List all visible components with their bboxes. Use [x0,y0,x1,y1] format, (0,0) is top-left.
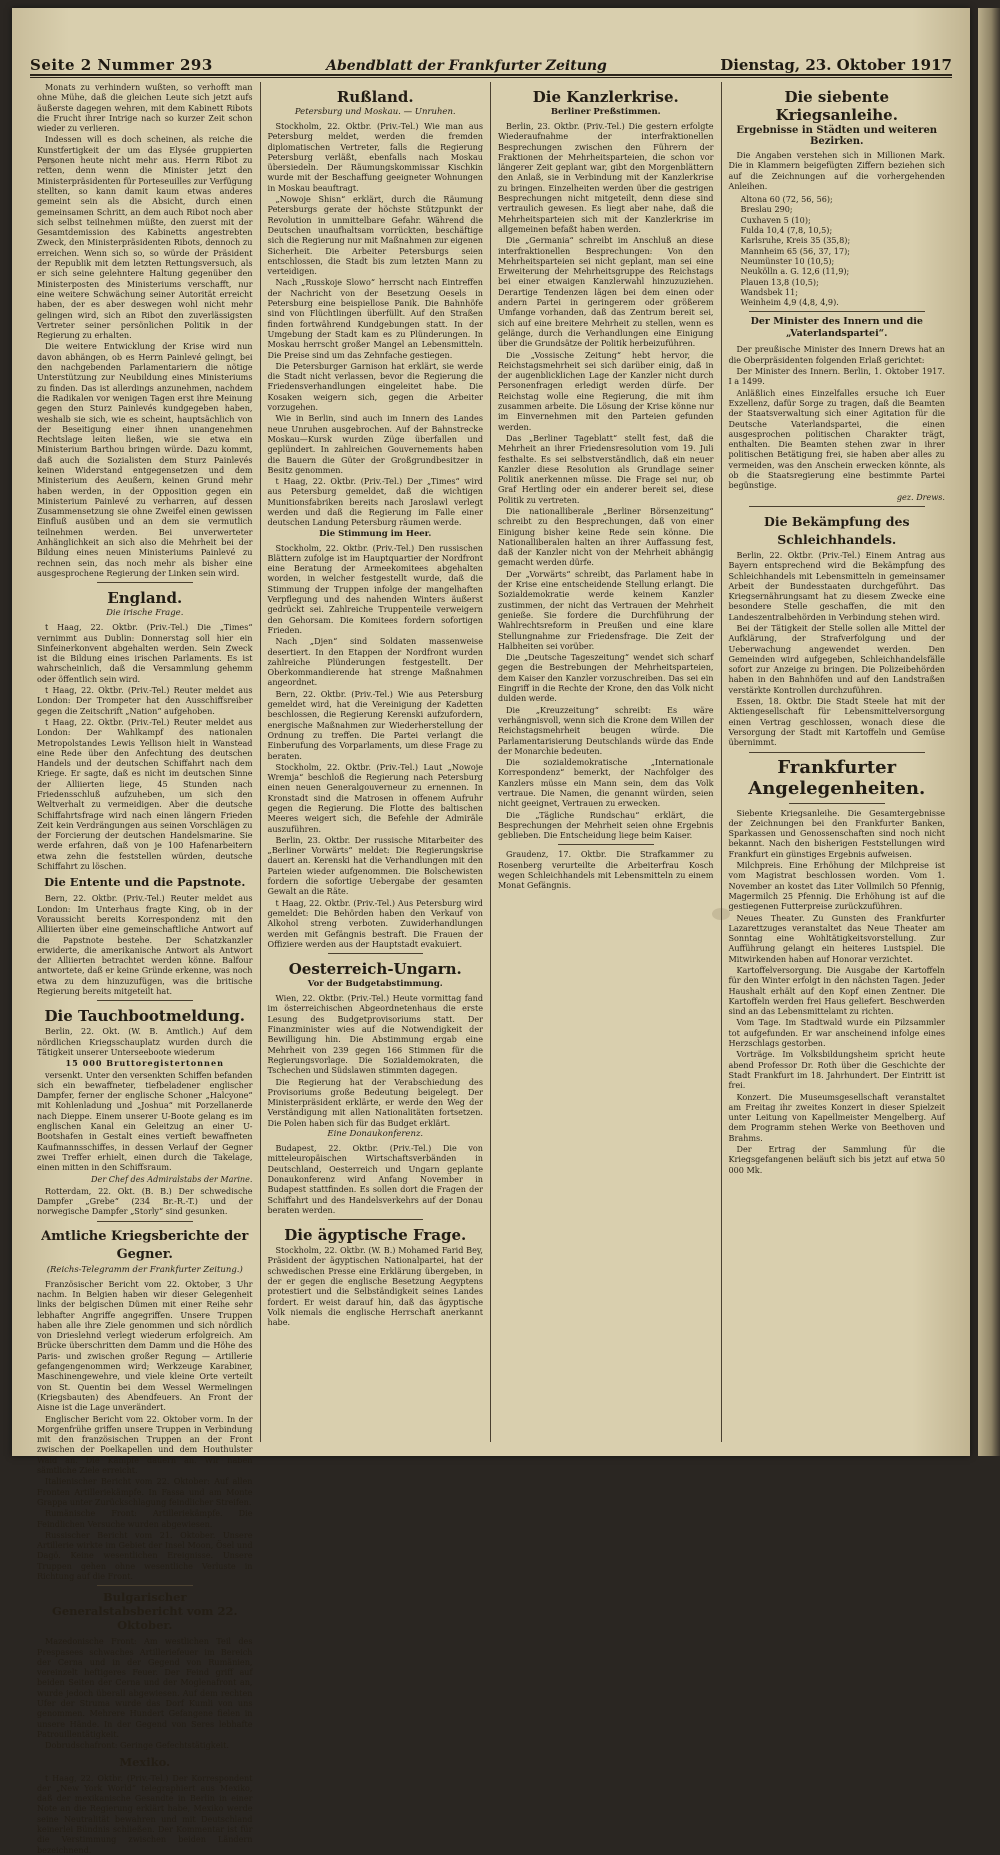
article-paragraph: Die Angaben verstehen sich in Millionen Mark. Die in Klammern beigefügten Ziffern beziehen sich auf die Zeichnungen auf die vorhergehenden Anleihen. [728,150,945,191]
list-item: Plauen 13,8 (10,5); [740,276,819,287]
section-subheading: Vor der Budgetabstimmung. [307,979,443,990]
article-paragraph: Stockholm, 22. Oktbr. (Priv.-Tel.) Laut „Nowoje Wremja“ beschloß die Regierung nach Petersburg einen neuen Generalgouverneur zu ernennen. In Kronstadt sind die Matrosen in offenem Aufruhr gegen die Regierung. Die Flotte des baltischen Meeres weigert sich, die Befehle der Admiräle auszuführen. [267,761,483,834]
article-paragraph: Konzert. Die Museumsgesellschaft veranstaltet am Freitag ihr zweites Konzert in dieser Spielzeit unter Leitung von Kapellmeister Mengelberg. Auf dem Programm stehen Werke von Beethoven und Brahms. [728,1091,945,1143]
list-item: Wandsbek 11; [740,286,798,297]
article-paragraph: Mazedonische Front: Am westlichen Teil des Prespasees schwaches Artilleriefeuer im Bereich der Cerna und in der Gegend von Rumänien, vereinzelt heftigeres Feuer. Der Feind griff auf beiden Seiten der Cerna und der Moglenafront an, wurde jedoch überall abgewiesen. Auf dem rechten Ufer der Struma wurde das Dorf Kumli von uns genommen. Mehrere Hundert Gefangene fielen in unsere Hände. In der Gegend von Seres lebhafte Patrouillentätigkeit. [37,1636,253,1739]
section-divider [97,1221,193,1222]
section-subheading: Berliner Preßstimmen. [550,107,661,117]
section-divider [328,1219,424,1220]
section-subheading: Die Stimmung im Heer. [319,528,432,539]
section-divider [749,752,926,753]
article-paragraph: Rotterdam, 22. Okt. (B. B.) Der schwedische Dampfer „Grebe“ (234 Br.-R.-T.) und der norwegische Dampfer „Storly“ sind gesunken. [37,1185,253,1217]
article-paragraph: „Nowoje Shisn“ erklärt, durch die Räumung Petersburgs gerate der höchste Stützpunkt der Revolution in unmittelbare Gefahr. Während die Deutschen unaufhaltsam vorrückten, beschäftige sich die Regierung nur mit Maßnahmen zur eigenen Sicherheit. Die Arbeiter Petersburgs seien entschlossen, die Stadt bis zum letzten Mann zu verteidigen. [267,194,483,277]
section-heading-entente: Die Entente und die Papstnote. [44,875,246,890]
issue-date: Dienstag, 23. Oktober 1917 [720,56,952,74]
section-heading-frankfurt: Frankfurter Angelegenheiten. [748,756,926,799]
section-heading-uboot: Die Tauchbootmeldung. [44,1007,245,1026]
list-item: Fulda 10,4 (7,8, 10,5); [740,225,833,236]
section-heading-minister: Der Minister des Innern und die „Vaterlandspartei“. [750,316,923,340]
column-1 [30,82,261,1855]
subscription-results-list [741,194,946,307]
article-paragraph: Monats zu verhindern wußten, so verhofft man ohne Mühe, daß die gleichen Leute sich jetzt aufs äußerste dagegen wehren, mit dem Kabinett Ribots die Frucht ihrer Intrige nach so kurzer Zeit schon wieder zu verlieren. [37,82,253,134]
list-item: Breslau 290; [740,204,793,215]
article-paragraph: Der Minister des Innern. Berlin, 1. Oktober 1917. I a 1499. [728,366,945,387]
article-paragraph: Nach „Djen“ sind Soldaten massenweise desertiert. In den Etappen der Nordfront wurden zahlreiche Plünderungen festgestellt. Der Oberkommandierende hat strenge Maßnahmen angeordnet. [267,636,483,688]
list-item: Weinheim 4,9 (4,8, 4,9). [740,297,839,308]
article-paragraph: Milchpreis. Eine Erhöhung der Milchpreise ist vom Magistrat beschlossen worden. Vom 1. November an kostet das Liter Vollmilch 50 Pfennig, Magermilch 25 Pfennig. Die Erhöhung ist auf die gestiegenen Futterpreise zurückzuführen. [728,860,945,912]
section-subheading: Petersburg und Moskau. — Unruhen. [294,107,456,117]
section-subheading: Ergebnisse in Städten und weiteren Bezirken. [736,125,938,147]
article-paragraph: Stockholm, 22. Oktbr. (Priv.-Tel.) Den russischen Blättern zufolge ist im Hauptquartier der Nordfront eine Beratung der Armeekomitees abgehalten worden, in welcher festgestellt wurde, daß die Stimmung der Truppen infolge der mangelhaften Verpflegung und des nahenden Winters äußerst gedrückt sei. Zahlreiche Truppenteile verweigern den Gehorsam. Die Komitees fordern sofortigen Frieden. [267,542,483,635]
column-4 [722,82,953,1442]
section-subheading: Eine Donaukonferenz. [327,1129,424,1140]
article-paragraph: Die „Kreuzzeitung“ schreibt: Es wäre verhängnisvoll, wenn sich die Krone dem Willen der Reichstagsmehrheit beugen würde. Die Parlamentarisierung Deutschlands würde das Ende der Monarchie bedeuten. [498,704,714,756]
article-paragraph: Graudenz, 17. Oktbr. Die Strafkammer zu Rosenberg verurteilte die Arbeiterfrau Kosch wegen Schleichhandels mit Lebensmitteln zu einem Monat Gefängnis. [498,849,714,891]
newspaper-page [12,8,970,1855]
section-heading-kanzlerkrise: Die Kanzlerkrise. [532,88,679,106]
article-paragraph: t Haag, 22. Oktbr. (Priv.-Tel.) Der „Times“ wird aus Petersburg gemeldet, daß die wichtigen Munitionsfabriken bereits nach Jaroslawl verlegt werden und daß die Regierung im Falle einer deutschen Landung Petersburg räumen werde. [267,476,483,528]
section-divider [97,1585,193,1586]
article-paragraph: Indessen will es doch scheinen, als reiche die Kunstfertigkeit der um das Elysée gruppierten Personen heute nicht mehr aus. Herrn Ribot zu retten, denn wenn die Minister jetzt den Ministerpräsidenten für Porteseuilles zur Verfügung stellten, so kann damit kaum etwas anderes gemeint sein als die Absicht, durch einen gemeinsamen Schritt, an dem auch Ribot noch aber sich selbst teilnehmen müßte, den zuerst mit der Gesamtdemission des Kabinetts angestrebten Zweck, den Ministerpräsidenten Ribots, dennoch zu erreichen. Wenn sich so, so würde der Präsident der Republik mit dem letzten Rettungsversuch, als er sich seine gelehntere Haltung gegenüber den Ministerposten des Ministeriums verschafft, nur eine weitere Schwächung seiner Autorität erreicht haben, der es aber deswegen wohl nicht mehr gelingen wird, sich an Ribot den zuverlässigsten Vertreter seiner persönlichen Politik in der Regierung zu erhalten. [37,134,253,341]
article-paragraph: Die „Germania“ schreibt im Anschluß an diese interfraktionellen Besprechungen: Von den Mehrheitsparteien sei nicht geplant, man sei eine Erweiterung der Mehrheitsgruppe des Reichstags bei einer etwaigen Kanzlerwahl hinzuzuziehen. Derartige Tendenzen lägen bei dem einen oder andern Partei in geringerem oder größerem Umfange vorhanden, daß das Zentrum bereit sei, sich auf eine breitere Mehrheit zu stellen, wenn es gelänge, durch die Verhandlungen eine Einigung über die Grundsätze der Politik herbeizuführen. [498,235,714,349]
article-paragraph: Die „Vossische Zeitung“ hebt hervor, die Reichstagsmehrheit sei sich darüber einig, daß in der augenblicklichen Lage der Kanzler nicht durch Personenfragen erledigt werden dürfe. Der Reichstag wolle eine Regierung, die mit ihm zusammen arbeite. Die Lösung der Krise könne nur im Einvernehmen mit den Parteien gefunden werden. [498,349,714,432]
article-paragraph: Die sozialdemokratische „Internationale Korrespondenz“ bemerkt, der Nachfolger des Kanzlers müsse ein Mann sein, dem das Volk vertraue. Die Namen, die genannt würden, seien nicht geeignet, Vertrauen zu erwecken. [498,757,714,809]
section-heading-schleichhandel: Die Bekämpfung des Schleichhandels. [763,513,910,547]
page-number: Seite 2 Nummer 293 [30,56,213,74]
article-paragraph: Englischer Bericht vom 22. Oktober vorm. In der Morgenfrühe griffen unsere Truppen in Verbindung mit den französischen Truppen an der Front zwischen der Poelkapellen und dem Houthulster Wald an. Die Kämpfe dauern an. Wir haben sämtliche Ziele erreicht. [37,1413,253,1476]
article-paragraph: Stockholm, 22. Oktbr. (Priv.-Tel.) Wie man aus Petersburg meldet, werden die fremden diplomatischen Vertreter, falls die Regierung Petersburg verläßt, ebenfalls nach Moskau übersiedeln. Der Räumungskommissar Kischkin wurde mit der Beschaffung geeigneter Wohnungen in Moskau beauftragt. [267,121,483,193]
article-paragraph: Vorträge. Im Volksbildungsheim spricht heute abend Professor Dr. Roth über die Geschichte der Stadt Frankfurt im 18. Jahrhundert. Der Eintritt ist frei. [728,1049,945,1091]
section-heading-russland: Rußland. [336,88,414,106]
section-heading-bulgarien: Bulgarischer Generalstabsbericht vom 22. Oktober. [52,1590,238,1633]
section-divider [558,844,654,845]
article-paragraph: Bei der Tätigkeit der Stelle sollen alle Mittel der Aufklärung, der Strafverfolgung und der Ueberwachung angewendet werden. Den Gemeinden wird aufgegeben, Schleichhandelsfälle sofort zur Anzeige zu bringen. Die Polizeibehörden haben in den Bahnhöfen und auf den Landstraßen verstärkte Kontrollen durchzuführen. [728,622,945,695]
list-item: Cuxhaven 5 (10); [740,214,811,225]
article-paragraph: t Haag, 22. Oktbr. (Priv.-Tel.) Die „Times“ vernimmt aus Dublin: Donnerstag soll hier ein Sinfeinerkonvent abgehalten werden. Sein Zweck ist die Bildung eines irischen Parlaments. Es ist wahrscheinlich, daß die Versammlung gehemm oder öffentlich sein wird. [37,622,253,684]
article-paragraph: Berlin, 23. Oktbr. (Priv.-Tel.) Die gestern erfolgte Wiederaufnahme der interfraktionellen Besprechungen zwischen den Führern der Fraktionen der Mehrheitsparteien, die schon vor längerer Zeit geplant war, gibt den Morgenblättern den Anlaß, sie in Verbindung mit der Kanzlerkrise zu bringen. Einzelheiten werden über die gestrigen Besprechungen nicht mitgeteilt, denn diese sind vertraulich gewesen. Es liegt aber nahe, daß die Mehrheitsparteien sich mit der Kanzlerkrise im allgemeinen befaßt haben werden. [498,121,714,234]
article-paragraph: Berlin, 22. Okt. (W. B. Amtlich.) Auf dem nördlichen Kriegsschauplatz wurden durch die Tätigkeit unserer Unterseeboote wiederum [37,1026,253,1057]
list-item: Mannheim 65 (56, 37, 17); [740,245,850,256]
section-divider [749,506,926,507]
section-divider [749,311,926,312]
section-heading-oesterreich: Oesterreich-Ungarn. [288,960,462,979]
section-heading-kriegsberichte: Amtliche Kriegsberichte der Gegner. [41,1228,249,1262]
list-item: Neumünster 10 (10,5); [740,255,835,266]
article-paragraph: Die „Deutsche Tageszeitung“ wendet sich scharf gegen die Bestrebungen der Mehrheitsparteien, dem Kaiser den Kanzler vorzuschreiben. Das sei ein Eingriff in die Rechte der Krone, den das Volk nicht dulden werde. [498,652,714,704]
section-heading-aegypten: Die ägyptische Frage. [284,1226,467,1245]
section-divider [97,1000,193,1001]
article-paragraph: t Haag, 22. Oktbr. (Priv.-Tel.) Der Korrespondent der „New York World“ telegraphiert aus Mexiko, daß der mexikanische Gesandte in Berlin in einer Note an die Regierung erklärt habe, Mexiko werde seine Neutralität bewahren und mit Deutschland keinerlei Bündnis schließen. Der Kommentar ist für die Verstimmung zwischen beiden Ländern bezeichnend. [37,1772,253,1855]
page-edge-shadow [978,8,1000,1456]
article-paragraph: Essen, 18. Oktbr. Die Stadt Steele hat mit der Aktiengesellschaft für Lebensmittelversorgung einen Vertrag geschlossen, wonach diese die Versorgung der Stadt mit Kartoffeln und Gemüse übernimmt. [728,696,945,748]
article-paragraph: t Haag, 22. Oktbr. (Priv.-Tel.) Reuter meldet aus London: Der Trompeter hat den Ausschiffsreiber gegen die Zeitschrift „Nation“ aufgehoben. [37,685,253,716]
article-paragraph: t Haag, 22. Oktbr. (Priv.-Tel.) Reuter meldet aus London: Der Wahlkampf des nationalen Metropolstandes Lewis Yellison hielt in Wanstead eine Rede über den Anfechtung des deutschen Handels und der deutschen Schiffahrt nach dem Kriege. Er sagte, daß es nicht im deutschen Sinne der Alliierten liege, 45 Stunden nach Friedensschluß aufzuheben, um sich den Weltverhalt zu vermeidigen. Aber die deutsche Schiffahrtsfrage wird nach einen längern Frieden Zeit kein Verdrängungen aus seinen Vorschlägen zu der Forcierung der deutschen Handelsmarine. Sie werde erfahren, daß von je 100 Hafenarbeitern etwa zehn die feststellen würden, deutsche Schiffahrt zu löschen. [37,716,253,872]
list-item: Neukölln a. G. 12,6 (11,9); [740,266,850,277]
section-subheading: (Reichs-Telegramm der Frankfurter Zeitung.) [46,1264,243,1275]
section-divider [328,953,424,954]
article-paragraph: Siebente Kriegsanleihe. Die Gesamtergebnisse der Zeichnungen bei den Frankfurter Banken, Sparkassen und Genossenschaften sind noch nicht bekannt. Nach den bisherigen Feststellungen wird Frankfurt ein günstiges Ergebnis aufweisen. [728,807,945,859]
article-paragraph: Vom Tage. Im Stadtwald wurde ein Pilzsammler tot aufgefunden. Er war anscheinend infolge eines Herzschlags gestorben. [728,1017,945,1049]
article-paragraph: Die Regierung hat der Verabschiedung des Provisoriums große Bedeutung beigelegt. Der Ministerpräsident erklärte, er werde den Weg der Verständigung mit allen Nationalitäten fortsetzen. Die Polen haben sich für das Budget erklärt. [267,1076,483,1128]
masthead [30,52,952,76]
article-paragraph: Wie in Berlin, sind auch im Innern des Landes neue Unruhen ausgebrochen. Auf der Bahnstrecke Moskau—Kursk wurden Züge überfallen und geplündert. In zahlreichen Gouvernements haben die Bauern die Güter der Großgrundbesitzer in Besitz genommen. [267,413,483,475]
article-paragraph: Budapest, 22. Oktbr. (Priv.-Tel.) Die von mitteleuropäischen Wirtschaftsverbänden in Deutschland, Oesterreich und Ungarn geplante Donaukonferenz wird Anfang November in Budapest stattfinden. Es sollen dort die Fragen der Schiffahrt und des Handelsverkehrs auf der Donau beraten werden. [267,1143,483,1215]
list-item: Karlsruhe, Kreis 35 (35,8); [740,235,851,246]
article-paragraph: Berlin, 23. Oktbr. Der russische Mitarbeiter des „Berliner Vorwärts“ meldet: Die Regierungskrise dauert an. Kerenski hat die Verhandlungen mit den Parteien wieder aufgenommen. Die Bolschewisten fordern die sofortige Uebergabe der gesamten Gewalt an die Räte. [267,834,483,897]
article-paragraph: versenkt. Unter den versenkten Schiffen befanden sich ein bewaffneter, tiefbeladener englischer Dampfer, ferner der englische Schoner „Halcyone“ mit Kohlenladung und „Joshua“ mit Porzellanerde nach Dieppe. Einem unserer U-Boote gelang es im englischen Kanal ein Geleitzug an einer U-Bootshafen in Gestalt eines vertieft bewaffneten Kaufmannsschiffes, in dessen Verlauf der Gegner zwei Treffer erhielt, einen durch die Takelage, einen mitten in den Schiffsraum. [37,1069,253,1173]
signature: Der Chef des Admiralstabs der Marine. [91,1173,253,1184]
article-paragraph: Bern, 22. Oktbr. (Priv.-Tel.) Reuter meldet aus London: Im Unterhaus fragte King, ob in der Voraussicht bereits Korrespondenz mit den Alliierten über eine gemeinschaftliche Antwort auf die Papstnote bestehe. Der Schatzkanzler erwiderte, die amerikanische Antwort als Antwort der Alliierten betrachtet werden könne. Balfour antwortete, daß er keine Gründe erkenne, was noch etwa zu dem hinzuzufügen, was die britische Regierung bereits mitgeteilt hat. [37,893,253,997]
article-paragraph: Dobrudschafront: Geringe Gefechtstätigkeit. [45,1740,229,1751]
list-item: Altona 60 (72, 56, 56); [740,194,833,205]
columns [30,82,952,1855]
signature: gez. Drews. [896,491,945,502]
column-3 [491,82,722,1442]
article-paragraph: Französischer Bericht vom 22. Oktober, 3 Uhr nachm. In Belgien haben wir dieser Gelegenheit links der belgischen Dümen mit einer Reihe sehr lebhafter Angriffe angegriffen. Unsere Truppen haben alle ihre Ziele genommen und sich nördlich von Drieslehnd verlegt wiederum erfolgreich. Am Brücke überschritten dem Damm und die Höhe des Paris- und zwischen großer Regung — Artillerie gefangengenommen wird; Werkzeuge Karabiner, Maschinengewehre, und viele kleine Orte verteilt von St. Quentin bei dem Wessel Wermelingen (Kriegsbauten) des Abendfeuers. An Front der Aisne ist die Lage unverändert. [37,1278,253,1413]
section-heading-england: England. [107,589,183,608]
article-paragraph: Anläßlich eines Einzelfalles ersuche ich Euer Exzellenz, dafür Sorge zu tragen, daß die Beamten der Staatsverwaltung sich einer Agitation für die Deutsche Vaterlandspartei, die einen ausgesprochen politischen Charakter trägt, enthalten. Die Beamten stehen zwar in ihrer politischen Betätigung frei, sie haben aber alles zu vermeiden, was den Anschein erwecken könnte, als ob die Staatsregierung eine bestimmte Partei begünstige. [728,387,945,491]
section-heading-mexiko: Mexiko. [119,1754,171,1769]
article-paragraph: Die weitere Entwicklung der Krise wird nun davon abhängen, ob es Herrn Painlevé gelingt, bei den nachgebenden Parlamentariern die nötige Unterstützung zur Neubildung eines Ministeriums zu finden. Das ist allerdings anzunehmen, nachdem die Radikalen vor wenigen Tagen erst ihre Meinung gegen den Sturz Painlevés kundgegeben haben, weshalb sie sich, wie es scheint, hauptsächlich von der Beseitigung einer ihnen unangenehmen Rechtslage leiten ließen, wie sie etwa ein Ministerium Barthou bringen würde. Dazu kommt, daß auch die Sozialisten dem Sturz Painlevés keinen Widerstand entgegensetzen und dem Ministerium des Aeußern, keinen Grund mehr haben werden, in der Opposition gegen ein Ministerium Painlevé zu verharren, auf dessen Zusammensetzung sie ohne Zweifel einen gewissen Einfluß ausüben und an dem sie vermutlich teilnehmen werden. Bei unverwerteter Anhänglichkeit an sich also die Mehrheit bei der Bildung eines neuen Ministeriums Painlevé zu rechnen sein, das noch mehr als bisher eine ausgesprochene Regierung der Linken sein wird. [37,341,253,578]
article-paragraph: Wien, 22. Oktbr. (Priv.-Tel.) Heute vormittag fand im österreichischen Abgeordnetenhaus die erste Lesung des Budgetprovisoriums statt. Der Finanzminister wies auf die Notwendigkeit der Bewilligung hin. Die Abstimmung ergab eine Mehrheit von 239 gegen 166 Stimmen für die Regierungsvorlage. Die Sozialdemokraten, die Tschechen und Südslawen stimmten dagegen. [267,993,483,1076]
column-2 [261,82,492,1442]
section-heading-kriegsanleihe: Die siebente Kriegsanleihe. [775,88,898,124]
article-paragraph: Die „Tägliche Rundschau“ erklärt, die Besprechungen der Mehrheit seien ohne Ergebnis geblieben. Die Entscheidung liege beim Kaiser. [498,809,714,841]
section-subheading: Die irische Frage. [106,608,184,619]
article-paragraph: Die Petersburger Garnison hat erklärt, sie werde die Stadt nicht verlassen, bevor die Regierung die Friedensverhandlungen eingeleitet habe. Die Kosaken weigern sich, gegen die Arbeiter vorzugehen. [267,360,483,413]
article-paragraph: Bern, 22. Oktbr. (Priv.-Tel.) Wie aus Petersburg gemeldet wird, hat die Vereinigung der Kadetten beschlossen, die Regierung Kerenski aufzufordern, energische Maßnahmen zur Wiederherstellung der Ordnung zu treffen. Die Partei verlangt die Einberufung des Vorparlaments, um diese Frage zu beraten. [267,688,483,761]
article-paragraph: Der Ertrag der Sammlung für die Kriegsgefangenen beläuft sich bis jetzt auf etwa 50 000 Mk. [728,1144,945,1175]
article-paragraph: Berlin, 22. Oktbr. (Priv.-Tel.) Einem Antrag aus Bayern entsprechend wird die Bekämpfung des Schleichhandels mit Lebensmitteln in gemeinsamer Arbeit der Bundesstaaten durchgeführt. Das Kriegsernährungsamt hat zu diesem Zwecke eine besondere Stelle geschaffen, die mit den Landeszentralbehörden in Verbindung stehen wird. [728,549,945,622]
article-paragraph: Nach „Russkoje Slowo“ herrscht nach Eintreffen der Nachricht von der Besetzung Oesels in Petersburg eine beispiellose Panik. Die Bahnhöfe sind von Flüchtlingen überfüllt. Auf den Straßen finden fortwährend Kundgebungen statt. In der Umgebung der Stadt kam es zu Plünderungen. In Moskau herrscht großer Mangel an Lebensmitteln. Die Preise sind um das Zehnfache gestiegen. [267,277,483,360]
paper-title: Abendblatt der Frankfurter Zeitung [326,58,607,74]
article-paragraph: t Haag, 22. Oktbr. (Priv.-Tel.) Aus Petersburg wird gemeldet: Die Behörden haben den Verkauf von Alkohol streng verboten. Zuwiderhandlungen werden mit Gefängnis bestraft. Die Frauen der Offiziere werden aus der Hauptstadt evakuiert. [267,897,483,949]
article-paragraph: Stockholm, 22. Oktbr. (W. B.) Mohamed Farid Bey, Präsident der ägyptischen Nationalpartei, hat der schwedischen Presse eine Erklärung übergeben, in der er gegen die englische Besetzung Aegyptens protestiert und die Selbständigkeit seines Landes fordert. Er weist darauf hin, daß das ägyptische Volk niemals die englische Herrschaft anerkannt habe. [267,1245,483,1328]
article-paragraph: Die nationalliberale „Berliner Börsenzeitung“ schreibt zu den Besprechungen, daß von einer Einigung bisher keine Rede sein könne. Die Nationalliberalen halten an ihrer Auffassung fest, daß der Kanzler nicht von der Mehrheit abhängig gemacht werden dürfe. [498,505,714,568]
masthead-rule [30,77,952,78]
article-paragraph: Der „Vorwärts“ schreibt, das Parlament habe in der Krise eine entscheidende Stellung erlangt. Die Sozialdemokratie werde keinem Kanzler zustimmen, der nicht das Vertrauen der Mehrheit genieße. Sie fordere die Durchführung der Wahlrechtsreform in Preußen und eine klare Stellungnahme zur Friedensfrage. Die Zeit der Halbheiten sei vorüber. [498,568,714,651]
article-paragraph: Kartoffelversorgung. Die Ausgabe der Kartoffeln für den Winter erfolgt in den nächsten Tagen. Jeder Haushalt erhält auf den Kopf einen Zentner. Die Kartoffeln werden frei Haus geliefert. Beschwerden sind an das Lebensmittelamt zu richten. [728,965,945,1017]
article-paragraph: Der preußische Minister des Innern Drews hat an die Oberpräsidenten folgenden Erlaß gerichtet: [728,344,945,365]
article-paragraph: Das „Berliner Tageblatt“ stellt fest, daß die Mehrheit an ihrer Friedensresolution vom 19. Juli festhalte. Es sei selbstverständlich, daß ein neuer Kanzler diese Resolution als Grundlage seiner Politik anerkennen müsse. Die Frage sei nur, ob Graf Hertling oder ein anderer bereit sei, diese Politik zu vertreten. [498,432,714,505]
article-paragraph: Rumänische Front: Artilleriekämpfe. Die Feindlichen Versuche wurden abgewiesen. [37,1508,253,1529]
article-paragraph: Russischer Bericht vom 21. Oktober. Unsere Artillerie wirkte im Gebiet der Insel Moon, Ösel und Dagö. Keine wesentlichen Ereignisse. Unsere Truppen gehen ohne wesentliche Verluste in Richtung auf die Front. [37,1529,253,1581]
section-divider [789,803,886,804]
article-paragraph: Neues Theater. Zu Gunsten des Frankfurter Lazarettzuges veranstaltet das Neue Theater am Sonntag eine Wohltätigkeitsvorstellung. Zur Aufführung gelangt ein heiteres Lustspiel. Die Mitwirkenden haben auf Honorar verzichtet. [728,912,945,964]
tonnage-figure: 15 000 Bruttoregistertonnen [65,1058,224,1069]
article-paragraph: Italienischer Bericht vom 22. Oktober: Auf allen Fronten Artilleriekämpfe. In Fassa und am Monte Grappa unter Zurückschlagung feindlicher Streifen. [37,1476,253,1507]
section-divider [97,582,193,583]
